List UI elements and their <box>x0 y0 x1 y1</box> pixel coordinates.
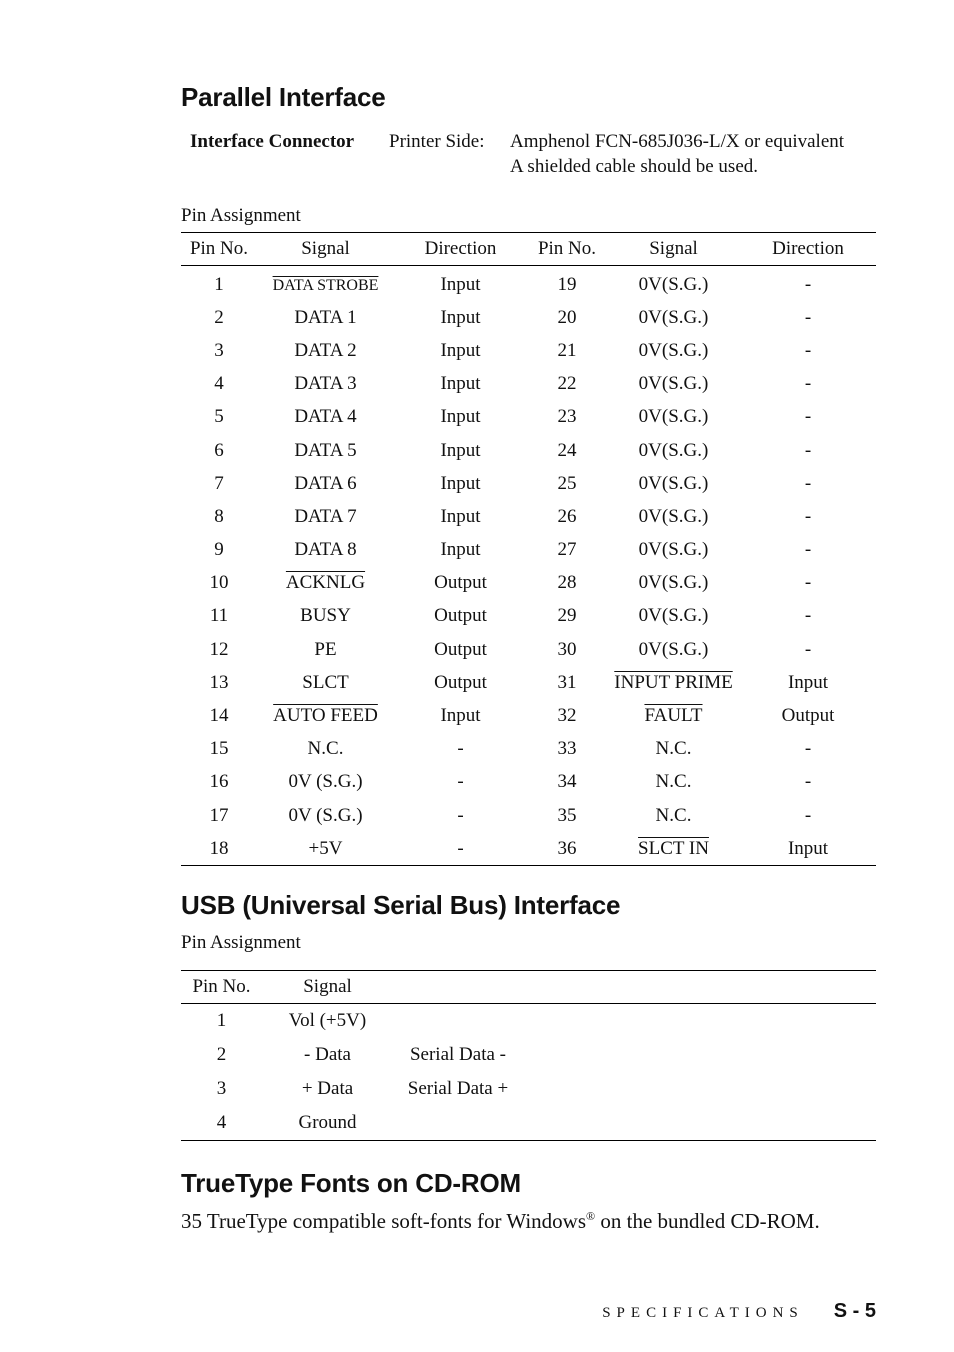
pin-no-cell: 20 <box>557 306 577 328</box>
pin-no-cell: 12 <box>209 638 229 660</box>
direction-cell: Input <box>440 505 481 527</box>
parallel-pin-table <box>181 232 876 866</box>
signal-cell: 0V(S.G.) <box>638 373 709 395</box>
table-row <box>181 1038 876 1072</box>
truetype-heading: TrueType Fonts on CD-ROM <box>181 1168 521 1198</box>
direction-cell: - <box>457 738 464 760</box>
pin-no-cell: 13 <box>209 671 229 693</box>
signal-cell: DATA 2 <box>294 339 357 361</box>
truetype-description <box>181 1209 820 1234</box>
direction-cell: Output <box>434 605 487 627</box>
parallel-pin-assignment-label: Pin Assignment <box>181 205 301 226</box>
signal-cell: 0V (S.G.) <box>288 771 363 793</box>
direction-cell: Output <box>434 671 487 693</box>
table-header-row <box>181 233 876 266</box>
table-row <box>181 334 876 367</box>
signal-cell: 0V(S.G.) <box>638 505 709 527</box>
description-cell <box>393 1004 523 1039</box>
signal-cell: 0V(S.G.) <box>638 572 709 594</box>
table-row <box>181 699 876 732</box>
pin-no-cell: 8 <box>214 505 224 527</box>
table-row <box>181 600 876 633</box>
signal-cell: 0V(S.G.) <box>638 539 709 561</box>
pin-no-cell: 17 <box>209 804 229 826</box>
direction-cell: - <box>457 771 464 793</box>
table-row <box>181 567 876 600</box>
header-signal: Signal <box>262 971 393 1004</box>
direction-cell: Input <box>440 539 481 561</box>
signal-cell: +5V <box>308 837 343 859</box>
table-row <box>181 368 876 401</box>
signal-cell: 0V(S.G.) <box>638 472 709 494</box>
direction-cell: - <box>804 771 812 793</box>
signal-cell: 0V(S.G.) <box>638 638 709 660</box>
parallel-interface-heading: Parallel Interface <box>181 82 386 112</box>
pin-no-cell: 32 <box>557 705 577 727</box>
pin-no-cell: 7 <box>214 472 224 494</box>
description-cell <box>393 1106 523 1141</box>
table-row <box>181 266 876 302</box>
footer-section: SPECIFICATIONS <box>602 1305 804 1321</box>
signal-cell: 0V(S.G.) <box>638 605 709 627</box>
pin-no-cell: 18 <box>209 837 229 859</box>
direction-cell: - <box>804 638 812 660</box>
connector-value: Amphenol FCN-685J036-L/X or equivalent <box>510 131 845 152</box>
direction-cell: Input <box>440 339 481 361</box>
interface-connector-label: Interface Connector <box>190 131 355 152</box>
pin-no-cell: 6 <box>214 439 224 461</box>
pin-no-cell: 9 <box>214 539 224 561</box>
signal-cell: N.C. <box>655 771 692 793</box>
truetype-text-after: on the bundled CD-ROM. <box>595 1209 820 1233</box>
table-row <box>181 633 876 666</box>
signal-cell: DATA 7 <box>294 505 357 527</box>
pin-no-cell: 27 <box>557 539 577 561</box>
signal-cell: DATA 4 <box>294 406 357 428</box>
pin-no-cell: 5 <box>214 406 224 428</box>
direction-cell: - <box>457 837 464 859</box>
signal-cell: N.C. <box>655 738 692 760</box>
pin-no-cell: 34 <box>557 771 577 793</box>
signal-cell: DATA 6 <box>294 472 357 494</box>
pin-no-cell: 11 <box>209 605 229 627</box>
signal-cell: 0V (S.G.) <box>288 804 363 826</box>
signal-cell: Vol (+5V) <box>288 1010 367 1031</box>
direction-cell: - <box>457 804 464 826</box>
direction-cell: - <box>804 738 812 760</box>
direction-cell: Input <box>440 406 481 428</box>
direction-cell: Output <box>434 638 487 660</box>
direction-cell: Output <box>434 572 487 594</box>
signal-cell: - Data <box>304 1044 351 1065</box>
table-row <box>181 401 876 434</box>
direction-cell: Input <box>440 472 481 494</box>
table-row <box>181 766 876 799</box>
direction-cell: - <box>804 539 812 561</box>
direction-cell: - <box>804 605 812 627</box>
pin-no-cell: 10 <box>209 572 229 594</box>
signal-cell: DATA 1 <box>294 306 357 328</box>
pin-no-cell: 29 <box>557 605 577 627</box>
table-row <box>181 1106 876 1141</box>
direction-cell: Input <box>440 705 481 727</box>
pin-no-cell: 30 <box>557 638 577 660</box>
direction-cell: - <box>804 373 812 395</box>
signal-cell: 0V(S.G.) <box>638 273 709 295</box>
pin-no-cell: 35 <box>557 804 577 826</box>
header-direction-2: Direction <box>740 233 876 266</box>
page-footer <box>602 1300 876 1323</box>
direction-cell: - <box>804 505 812 527</box>
truetype-text-before: 35 TrueType compatible soft-fonts for Windows <box>181 1209 587 1233</box>
description-cell: Serial Data + <box>407 1078 509 1099</box>
signal-cell: DATA 3 <box>294 373 357 395</box>
direction-cell: Input <box>440 439 481 461</box>
pin-no-cell: 28 <box>557 572 577 594</box>
pin-no-cell: 33 <box>557 738 577 760</box>
table-row <box>181 534 876 567</box>
direction-cell: - <box>804 339 812 361</box>
signal-cell: 0V(S.G.) <box>638 339 709 361</box>
direction-cell: Input <box>440 273 481 295</box>
signal-cell: 0V(S.G.) <box>638 439 709 461</box>
pin-no-cell: 2 <box>214 306 224 328</box>
pin-no-cell: 4 <box>181 1106 262 1141</box>
description-cell: Serial Data - <box>409 1044 506 1065</box>
usb-interface-heading: USB (Universal Serial Bus) Interface <box>181 890 621 920</box>
header-pin-no: Pin No. <box>181 233 257 266</box>
table-row <box>181 434 876 467</box>
pin-no-cell: 19 <box>557 273 577 295</box>
signal-cell: N.C. <box>307 738 344 760</box>
signal-cell: AUTO FEED <box>273 705 378 727</box>
signal-cell: SLCT IN <box>638 837 709 859</box>
table-row <box>181 733 876 766</box>
direction-cell: Input <box>787 671 829 693</box>
table-row <box>181 1072 876 1106</box>
pin-no-cell: 3 <box>216 1078 227 1099</box>
registered-mark: ® <box>586 1209 596 1223</box>
table-row <box>181 301 876 334</box>
signal-cell: DATA STROBE <box>272 276 379 294</box>
pin-no-cell: 36 <box>557 837 577 859</box>
signal-cell: N.C. <box>655 804 692 826</box>
header-pin-no: Pin No. <box>181 971 262 1004</box>
signal-cell: DATA 5 <box>294 439 357 461</box>
pin-no-cell: 24 <box>557 439 577 461</box>
page-number: S - 5 <box>833 1300 876 1322</box>
direction-cell: - <box>804 306 812 328</box>
table-header-row <box>181 971 876 1004</box>
direction-cell: Input <box>787 837 829 859</box>
signal-cell: FAULT <box>644 705 703 727</box>
signal-cell: + Data <box>301 1078 354 1099</box>
direction-cell: - <box>804 439 812 461</box>
table-row <box>181 666 876 699</box>
direction-cell: - <box>804 572 812 594</box>
pin-no-cell: 3 <box>214 339 224 361</box>
signal-cell: PE <box>314 638 337 660</box>
pin-no-cell: 1 <box>216 1010 227 1031</box>
signal-cell: ACKNLG <box>285 572 366 594</box>
pin-no-cell: 23 <box>557 406 577 428</box>
signal-cell: BUSY <box>300 605 351 627</box>
header-signal-2: Signal <box>607 233 740 266</box>
signal-cell: 0V(S.G.) <box>638 406 709 428</box>
pin-no-cell: 2 <box>216 1044 227 1065</box>
pin-no-cell: 15 <box>209 738 229 760</box>
table-row <box>181 832 876 866</box>
signal-cell: Ground <box>262 1106 393 1141</box>
header-direction: Direction <box>394 233 527 266</box>
header-pin-no-2: Pin No. <box>527 233 607 266</box>
pin-no-cell: 25 <box>557 472 577 494</box>
pin-no-cell: 1 <box>214 273 224 295</box>
signal-cell: INPUT PRIME <box>614 671 733 693</box>
pin-no-cell: 26 <box>557 505 577 527</box>
pin-no-cell: 21 <box>557 339 577 361</box>
direction-cell: - <box>804 273 812 295</box>
usb-pin-assignment-label: Pin Assignment <box>181 932 301 953</box>
signal-cell: 0V(S.G.) <box>638 306 709 328</box>
direction-cell: - <box>804 472 812 494</box>
printer-side-label: Printer Side: <box>389 131 485 152</box>
table-row <box>181 500 876 533</box>
table-row <box>181 799 876 832</box>
signal-cell: SLCT <box>302 671 349 693</box>
table-row <box>181 467 876 500</box>
direction-cell: Input <box>440 373 481 395</box>
pin-no-cell: 22 <box>557 373 577 395</box>
direction-cell: Input <box>440 306 481 328</box>
header-signal: Signal <box>257 233 394 266</box>
pin-no-cell: 4 <box>214 373 224 395</box>
signal-cell: DATA 8 <box>294 539 357 561</box>
direction-cell: - <box>804 406 812 428</box>
pin-no-cell: 14 <box>209 705 229 727</box>
table-row <box>181 1004 876 1039</box>
connector-note: A shielded cable should be used. <box>510 156 759 177</box>
pin-no-cell: 16 <box>209 771 229 793</box>
usb-pin-table <box>181 970 876 1141</box>
direction-cell: Output <box>781 705 835 727</box>
direction-cell: - <box>804 804 812 826</box>
pin-no-cell: 31 <box>557 671 577 693</box>
